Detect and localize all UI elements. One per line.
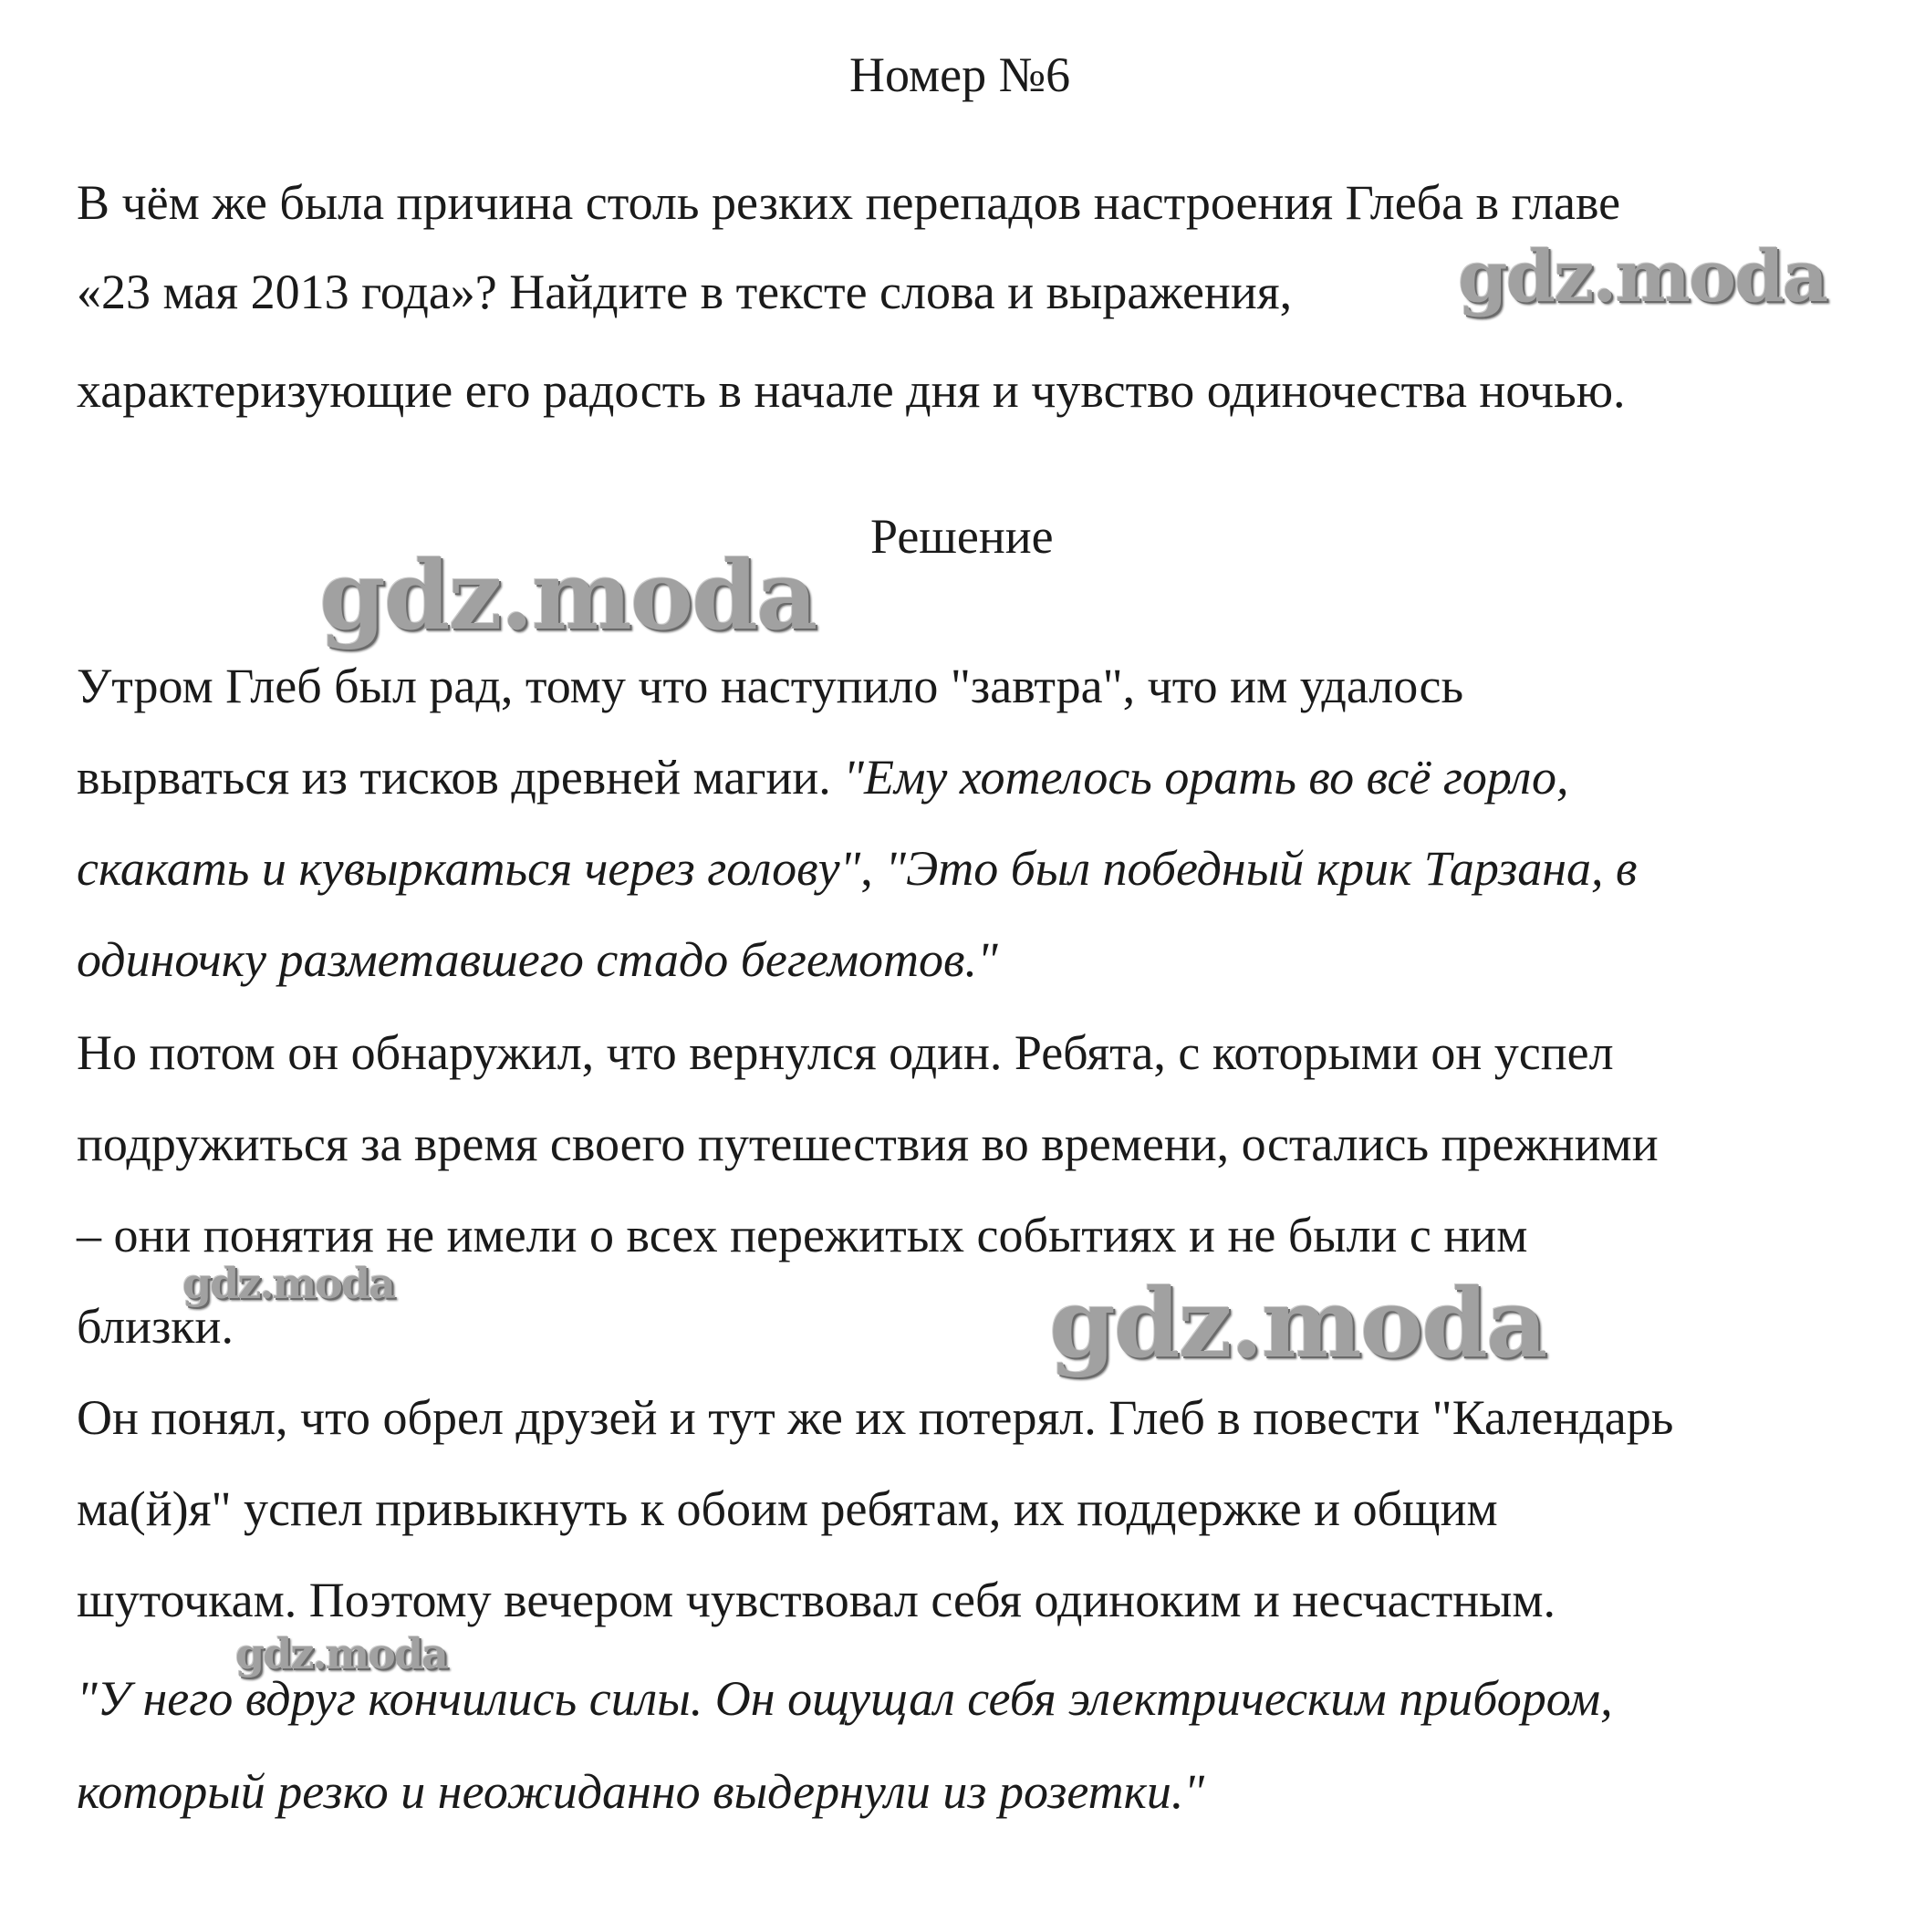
answer-line-12: "У него вдруг кончились силы. Он ощущал себя электрическим прибором, [77, 1671, 1613, 1726]
answer-line-8: близки. [77, 1299, 234, 1354]
answer-line-10: ма(й)я" успел привыкнуть к обоим ребятам, их поддержке и общим [77, 1481, 1498, 1536]
question-line-3: характеризующие его радость в начале дня и чувство одиночества ночью. [77, 363, 1626, 418]
answer-text: вырваться из тисков древней магии. [77, 750, 844, 805]
answer-line-11: шуточкам. Поэтому вечером чувствовал себя одиноким и несчастным. [77, 1573, 1556, 1627]
answer-line-3 [77, 841, 1637, 896]
answer-text: , [860, 841, 886, 896]
answer-line-9: Он понял, что обрел друзей и тут же их потерял. Глеб в повести "Календарь [77, 1390, 1674, 1445]
answer-line-2 [77, 750, 1569, 805]
watermark-logo: gdz.moda [182, 1259, 394, 1308]
answer-line-6: подружиться за время своего путешествия во времени, остались прежними [77, 1117, 1659, 1171]
quote-text: "Ему хотелось орать во всё горло, [843, 750, 1569, 805]
answer-line-7: – они понятия не имели о всех пережитых событиях и не были с ним [77, 1208, 1528, 1262]
watermark-logo: gdz.moda [235, 1629, 447, 1678]
quote-text: скакать и кувыркаться через голову" [77, 841, 861, 896]
watermark-logo: gdz.moda [1458, 235, 1827, 318]
watermark-logo: gdz.moda [1049, 1267, 1546, 1379]
watermark-logo: gdz.moda [319, 539, 817, 651]
page-title: Номер №6 [849, 47, 1071, 102]
answer-line-4: одиночку разметавшего стадо бегемотов." [77, 932, 998, 987]
quote-text: "Это был победный крик Тарзана, в [885, 841, 1638, 896]
answer-line-1: Утром Глеб был рад, тому что наступило "завтра", что им удалось [77, 659, 1464, 713]
solution-heading: Решение [870, 509, 1054, 564]
question-line-1: В чём же была причина столь резких перепадов настроения Глеба в главе [77, 175, 1621, 230]
answer-line-13: который резко и неожиданно выдернули из розетки." [77, 1764, 1205, 1819]
question-line-2: «23 мая 2013 года»? Найдите в тексте слова и выражения, [77, 265, 1293, 319]
answer-line-5: Но потом он обнаружил, что вернулся один. Ребята, с которыми он успел [77, 1025, 1614, 1080]
